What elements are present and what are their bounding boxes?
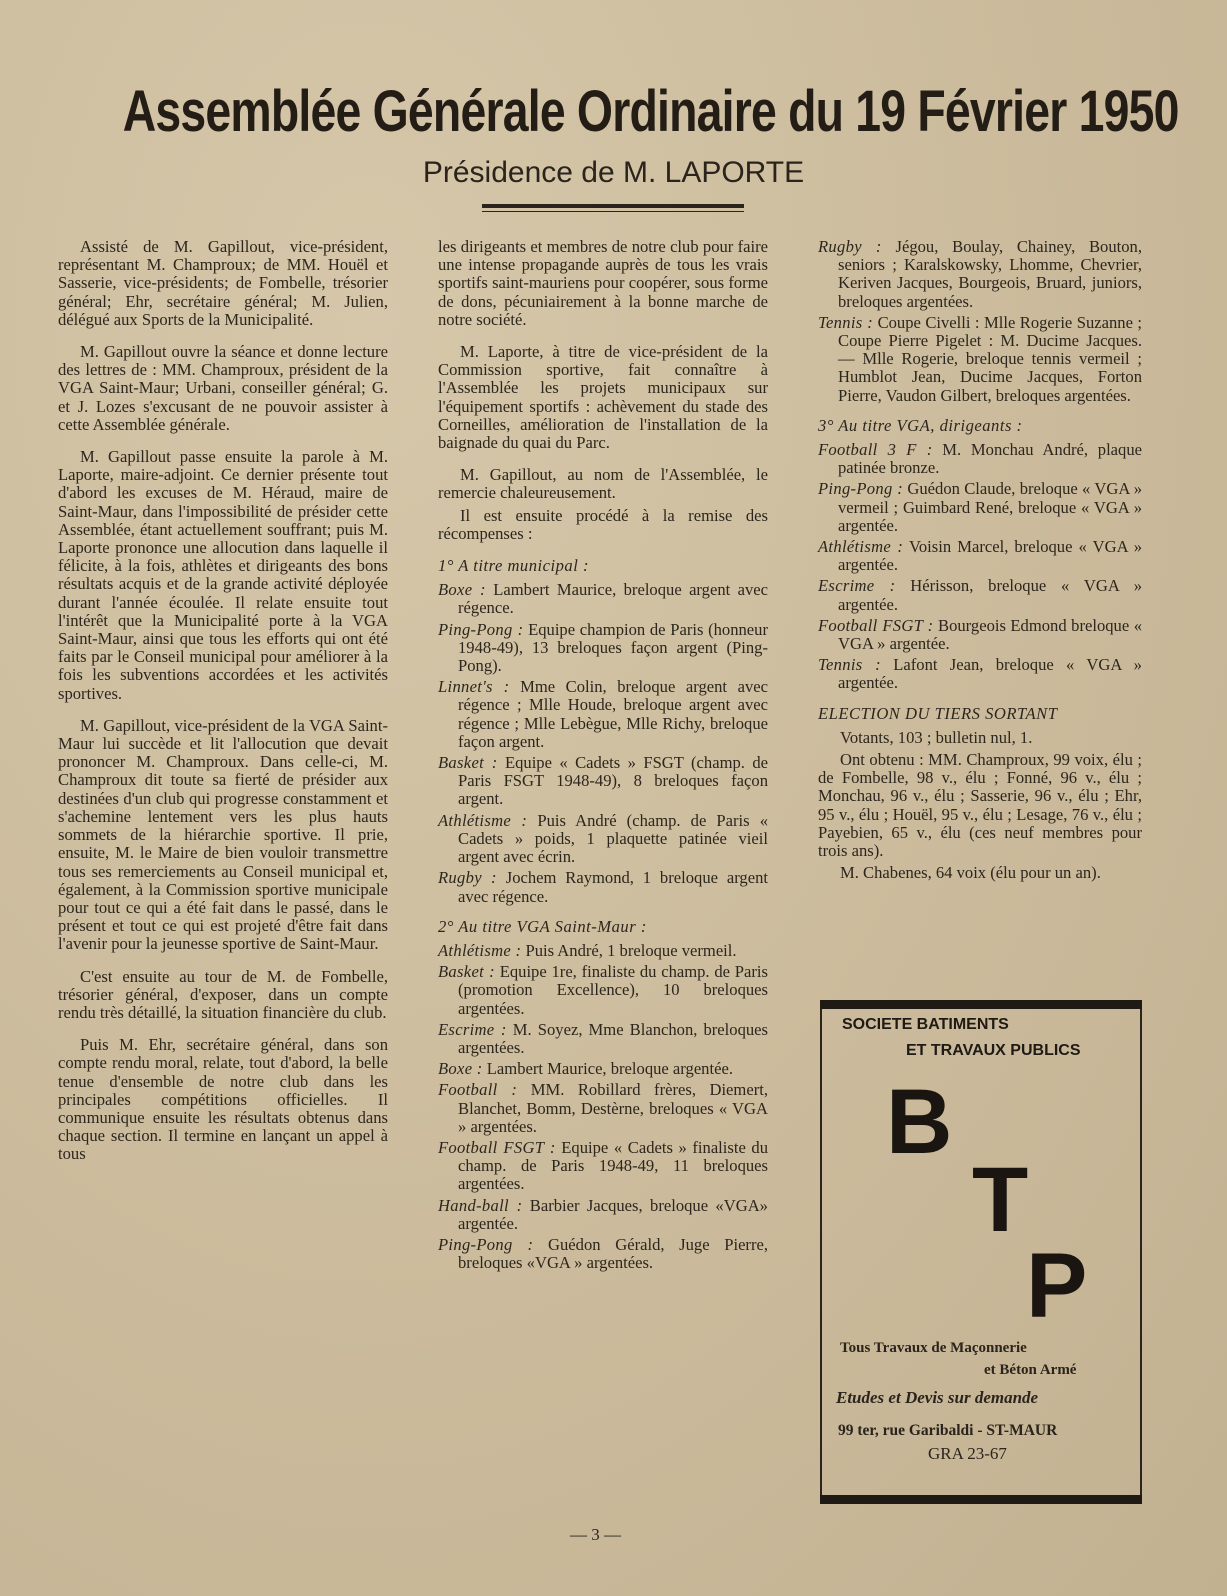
ad-logo-p: P bbox=[1026, 1235, 1088, 1337]
award-text: Coupe Civelli : Mlle Rogerie Suzanne ; Coupe Pierre Pigelet : M. Ducime Jacques. — Mlle Rogerie, breloque tennis vermeil ; Humblot Jean, Ducime Jacques, Forton Pierre, Vaudon Gilbert, breloques argentées. bbox=[838, 312, 1142, 405]
award-entry bbox=[438, 963, 768, 1018]
award-sport: Basket : bbox=[438, 753, 498, 773]
award-entry bbox=[438, 812, 768, 867]
ad-top-bar bbox=[820, 1000, 1142, 1009]
award-sport: Football FSGT : bbox=[438, 1137, 556, 1157]
award-sport: Athlétisme : bbox=[438, 810, 528, 830]
award-text: Voisin Marcel, breloque « VGA » argentée. bbox=[838, 537, 1143, 575]
award-sport: Boxe : bbox=[438, 1059, 483, 1079]
award-sport: Rugby : bbox=[818, 237, 882, 256]
award-entry bbox=[818, 538, 1142, 574]
award-sport: Ping-Pong : bbox=[438, 1234, 534, 1254]
award-entry bbox=[438, 942, 768, 960]
award-text: Equipe « Cadets » FSGT (champ. de Paris FSGT 1948-49), 8 breloques façon argent. bbox=[458, 753, 768, 809]
award-sport: Hand-ball : bbox=[438, 1195, 523, 1215]
ad-phone: GRA 23-67 bbox=[928, 1444, 1007, 1463]
award-sport: Rugby : bbox=[438, 868, 497, 888]
award-list-vga bbox=[438, 942, 768, 1272]
column-2 bbox=[438, 238, 768, 1275]
award-sport: Tennis : bbox=[818, 655, 881, 675]
award-text: Mme Colin, breloque argent avec régence ; Mlle Houde, breloque argent avec régence ; Mlle Lebègue, Mlle Richy, breloque façon argent. bbox=[458, 677, 768, 751]
award-text: Lafont Jean, breloque « VGA » argentée. bbox=[838, 655, 1142, 693]
award-text: Equipe « Cadets » finaliste du champ. de Paris 1948-49, 11 breloques argentées. bbox=[458, 1137, 769, 1194]
election-results: Ont obtenu : MM. Champroux, 99 voix, élu ; de Fombelle, 98 v., élu ; Fonné, 96 v., élu ; Monchau, 96 v., élu ; Sasserie, 96 v., élu ; Ehr, 95 v., élu ; Houël, 95 v., élu ; Lesage, 76 v., élu ; Payebien, 65 v., élu (ces neuf membres pour trois ans). bbox=[818, 750, 1142, 861]
award-sport: Boxe : bbox=[438, 580, 486, 600]
election-heading: ELECTION DU TIERS SORTANT bbox=[818, 703, 1058, 723]
award-text: Jégou, Boulay, Chainey, Bouton, seniors ; Karalskowsky, Lhomme, Chevrier, Keriven Jacques, Bourgeois, Bruard, juniors, breloques argentées. bbox=[838, 237, 1142, 311]
award-sport: Athlétisme : bbox=[438, 940, 522, 960]
award-sport: Football FSGT : bbox=[818, 615, 934, 635]
award-entry bbox=[438, 1081, 768, 1136]
award-sport: Tennis : bbox=[818, 312, 874, 332]
paragraph: M. Gapillout, vice-président de la VGA Saint-Maur lui succède et lit l'allocution que devait prononcer M. Champroux. Dans celle-ci, M. Champroux dit toute sa fierté de présider aux destinées d'un club qui progresse constamment et s'achemine lentement vers les plus hauts sommets de la hiérarchie sportive. Il prie, ensuite, M. le Maire de bien vouloir transmettre tous ses remerciements au Conseil municipal et, également, à la Commission sportive municipale pour tout ce qui a été fait dans le passé, dans le présent et tout ce qui est projeté d'être fait dans l'avenir pour la jeunesse sportive de Saint-Maur. bbox=[58, 715, 388, 954]
section-heading: 2° Au titre VGA Saint-Maur : bbox=[438, 916, 647, 936]
award-entry bbox=[818, 238, 1142, 311]
paragraph: M. Gapillout, au nom de l'Assemblée, le remercie chaleureusement. bbox=[438, 465, 768, 503]
award-entry bbox=[438, 1197, 768, 1233]
award-text: Bourgeois Edmond breloque « VGA » argentée. bbox=[838, 615, 1142, 654]
award-text: M. Monchau André, plaque patinée bronze. bbox=[838, 440, 1143, 478]
award-text: Puis André (champ. de Paris « Cadets » poids, 1 plaquette patinée vieil argent avec écrin. bbox=[458, 810, 768, 867]
award-entry bbox=[818, 617, 1142, 653]
page-number: — 3 — bbox=[570, 1525, 621, 1544]
award-text: M. Soyez, Mme Blanchon, breloques argentées. bbox=[458, 1019, 769, 1057]
award-text: Jochem Raymond, 1 breloque argent avec régence. bbox=[458, 868, 768, 906]
paragraph: les dirigeants et membres de notre club pour faire une intense propagande auprès de tous les vrais sportifs saint-mauriens pour coopérer, sous forme de dons, pécuniairement à la bonne marche de notre société. bbox=[438, 237, 768, 329]
page-title: Assemblée Générale Ordinaire du 19 Février 1950 bbox=[122, 79, 1179, 144]
award-sport: Linnet's : bbox=[438, 677, 510, 697]
award-entry bbox=[438, 1139, 768, 1194]
btp-advertisement bbox=[820, 1004, 1142, 1498]
award-text: Puis André, 1 breloque vermeil. bbox=[525, 940, 737, 960]
award-entry bbox=[438, 678, 768, 751]
award-text: Equipe 1re, finaliste du champ. de Paris (promotion Excellence), 10 breloques argentées. bbox=[458, 962, 768, 1018]
award-sport: Escrime : bbox=[818, 576, 896, 596]
award-text: Guédon Gérald, Juge Pierre, breloques «VGA » argentées. bbox=[458, 1234, 768, 1273]
paragraph: C'est ensuite au tour de M. de Fombelle, trésorier général, d'exposer, dans un compte rendu très détaillé, la situation financière du club. bbox=[58, 966, 388, 1022]
award-sport: Ping-Pong : bbox=[438, 619, 524, 639]
award-entry bbox=[438, 1236, 768, 1272]
award-entry bbox=[818, 480, 1142, 535]
column-3 bbox=[818, 238, 1142, 887]
award-sport: Ping-Pong : bbox=[818, 479, 904, 499]
ad-company-line1: SOCIETE BATIMENTS bbox=[842, 1016, 1009, 1033]
election-extra: M. Chabenes, 64 voix (élu pour un an). bbox=[840, 863, 1101, 883]
ad-services-line1: Tous Travaux de Maçonnerie bbox=[840, 1340, 1027, 1356]
award-text: Lambert Maurice, breloque argent avec régence. bbox=[458, 580, 768, 618]
award-entry bbox=[438, 1060, 768, 1078]
award-sport: Basket : bbox=[438, 962, 495, 982]
award-list-municipal bbox=[438, 581, 768, 905]
ad-logo-t: T bbox=[972, 1149, 1029, 1251]
award-list-dirigeants bbox=[818, 441, 1142, 693]
paragraph: Il est ensuite procédé à la remise des récompenses : bbox=[438, 505, 768, 543]
award-entry bbox=[438, 754, 768, 809]
ad-logo-b: B bbox=[886, 1071, 953, 1173]
paragraph: M. Gapillout ouvre la séance et donne lecture des lettres de : MM. Champroux, président de la VGA Saint-Maur; Urbani, conseiller général; G. et J. Lozes s'excusant de ne pouvoir assister à cette Assemblée générale. bbox=[58, 342, 388, 434]
award-text: Lambert Maurice, breloque argentée. bbox=[486, 1059, 733, 1079]
award-entry bbox=[818, 656, 1142, 692]
page-subtitle: Présidence de M. LAPORTE bbox=[422, 156, 805, 189]
paragraph: M. Gapillout passe ensuite la parole à M. Laporte, maire-adjoint. Ce dernier présente tout d'abord les excuses de M. Héraud, maire de Saint-Maur, dans l'impossibilité de présider cette Assemblée, étant actuellement souffrant; puis M. Laporte prononce une allocution dans laquelle il félicite, à la fois, athlètes et dirigeants des bons résultats acquis et de la grande activité déployée durant l'année écoulée. Il relate ensuite tout l'intérêt que la Municipalité porte à la VGA Saint-Maur, ainsi que tous les efforts qui ont été faits par le Conseil municipal pour améliorer à la fois les subventions accordées et les activités sportives. bbox=[58, 447, 388, 703]
award-text: Equipe champion de Paris (honneur 1948-49), 13 breloques façon argent (Ping-Pong). bbox=[458, 619, 768, 676]
election-votes: Votants, 103 ; bulletin nul, 1. bbox=[840, 727, 1033, 747]
paragraph: Assisté de M. Gapillout, vice-président, représentant M. Champroux; de MM. Houël et Sasserie, vice-présidents; de Fombelle, trésorier général; Ehr, secrétaire général; M. Julien, délégué aux Sports de la Municipalité. bbox=[58, 237, 388, 329]
paragraph: Puis M. Ehr, secrétaire général, dans son compte rendu moral, relate, tout d'abord, la belle tenue d'ensemble de notre club dans les principales compétitions officielles. Il communique ensuite les résultats obtenus dans chaque section. Il termine en lançant un appel à tous bbox=[58, 1035, 388, 1164]
ad-address: 99 ter, rue Garibaldi - ST-MAUR bbox=[838, 1422, 1058, 1439]
title-rule bbox=[482, 204, 744, 212]
ad-company-line2: ET TRAVAUX PUBLICS bbox=[906, 1042, 1081, 1059]
award-sport: Escrime : bbox=[438, 1019, 507, 1039]
award-sport: Football : bbox=[438, 1080, 518, 1100]
section-heading: 1° A titre municipal : bbox=[438, 556, 589, 576]
ad-bottom-bar bbox=[820, 1495, 1142, 1504]
ad-services-line2: et Béton Armé bbox=[984, 1362, 1077, 1378]
ad-tagline: Etudes et Devis sur demande bbox=[836, 1388, 1039, 1407]
award-text: Barbier Jacques, breloque «VGA» argentée. bbox=[458, 1195, 768, 1233]
award-entry bbox=[818, 314, 1142, 405]
award-entry bbox=[438, 1021, 768, 1057]
award-entry bbox=[818, 441, 1142, 477]
column-1 bbox=[58, 238, 388, 1178]
award-text: Guédon Claude, breloque « VGA » vermeil ; Guimbard René, breloque « VGA » argentée. bbox=[838, 479, 1143, 535]
award-entry bbox=[438, 621, 768, 676]
paragraph: M. Laporte, à titre de vice-président de la Commission sportive, fait connaître à l'Assemblée les projets municipaux sur l'équipement sportifs : achèvement du stade des Corneilles, amélioration de l'installation de la baignade du quai du Parc. bbox=[438, 342, 768, 453]
award-entry bbox=[818, 577, 1142, 613]
award-entry bbox=[438, 869, 768, 905]
award-text: Hérisson, breloque « VGA » argentée. bbox=[838, 576, 1142, 614]
award-text: MM. Robillard frères, Diemert, Blanchet, Bomm, Destèrne, breloques « VGA » argentées. bbox=[458, 1080, 768, 1136]
award-sport: Football 3 F : bbox=[818, 440, 933, 460]
award-entry bbox=[438, 581, 768, 617]
award-sport: Athlétisme : bbox=[818, 537, 904, 557]
section-heading: 3° Au titre VGA, dirigeants : bbox=[818, 415, 1023, 435]
